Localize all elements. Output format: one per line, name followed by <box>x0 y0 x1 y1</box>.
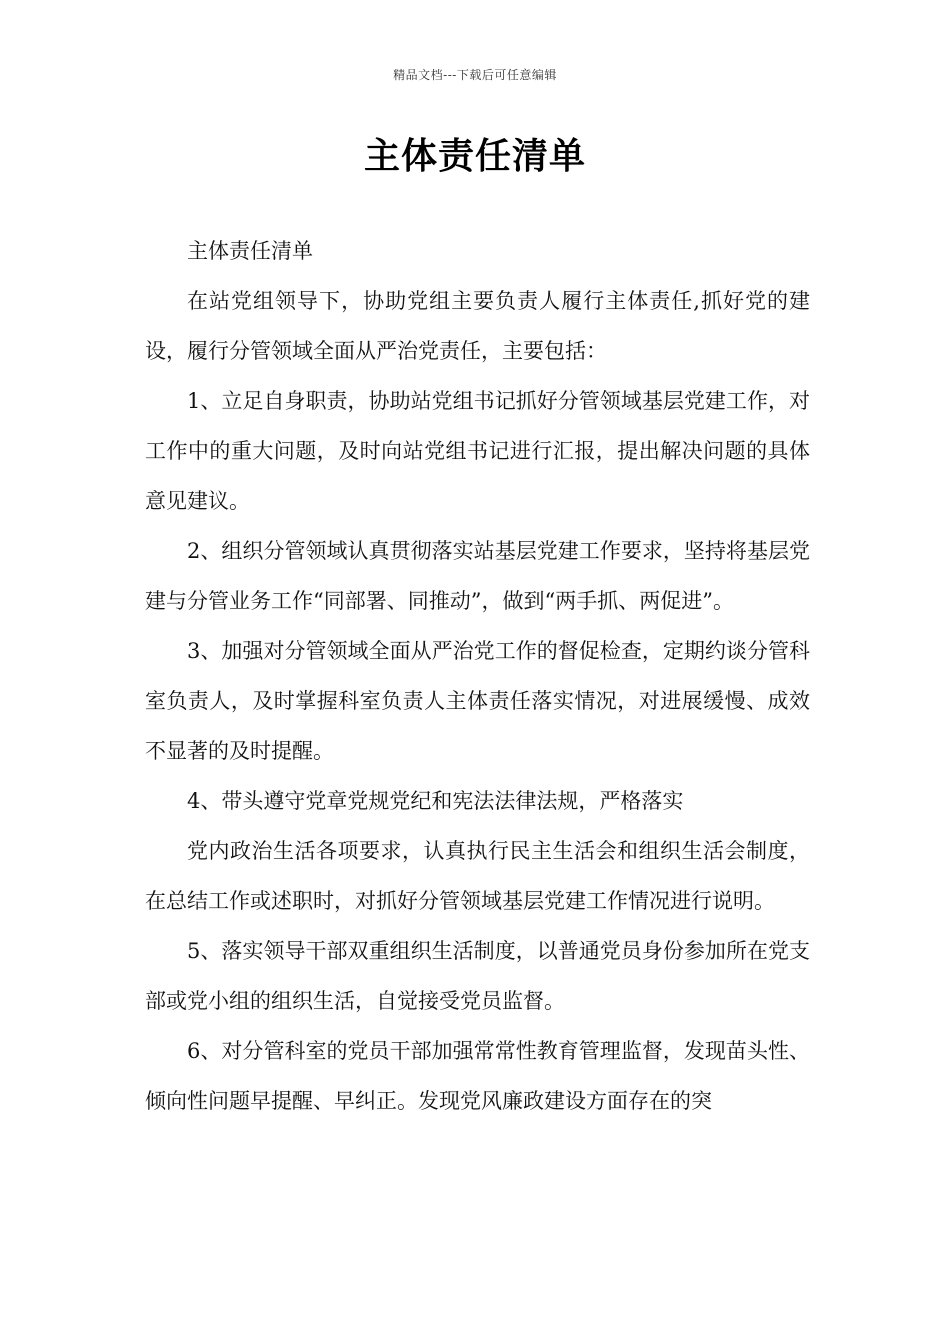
paragraph-item-2: 2、组织分管领域认真贯彻落实站基层党建工作要求，坚持将基层党建与分管业务工作“同部署、同推动”，做到“两手抓、两促进”。 <box>145 539 810 613</box>
paragraph-intro: 在站党组领导下，协助党组主要负责人履行主体责任,抓好党的建设，履行分管领域全面从严治党责任，主要包括： <box>145 289 810 363</box>
paragraph-item-5: 5、落实领导干部双重组织生活制度，以普通党员身份参加所在党支部或党小组的组织生活，自觉接受党员监督。 <box>145 939 810 1013</box>
paragraph-item-1: 1、立足自身职责，协助站党组书记抓好分管领域基层党建工作，对工作中的重大问题，及时向站党组书记进行汇报，提出解决问题的具体意见建议。 <box>145 389 810 513</box>
document-body <box>145 226 810 1126</box>
paragraph-subtitle: 主体责任清单 <box>187 239 313 263</box>
header-note: 精品文档---下载后可任意编辑 <box>393 68 557 82</box>
paragraph-item-4: 4、带头遵守党章党规党纪和宪法法律法规，严格落实 <box>187 789 684 813</box>
document-title: 主体责任清单 <box>363 136 586 177</box>
paragraph-item-3: 3、加强对分管领域全面从严治党工作的督促检查，定期约谈分管科室负责人，及时掌握科室负责人主体责任落实情况，对进展缓慢、成效不显著的及时提醒。 <box>145 639 810 763</box>
paragraph-item-4-continued: 党内政治生活各项要求，认真执行民主生活会和组织生活会制度，在总结工作或述职时，对抓好分管领域基层党建工作情况进行说明。 <box>145 839 810 913</box>
paragraph-item-6: 6、对分管科室的党员干部加强常常性教育管理监督，发现苗头性、倾向性问题早提醒、早纠正。发现党风廉政建设方面存在的突 <box>145 1039 810 1113</box>
